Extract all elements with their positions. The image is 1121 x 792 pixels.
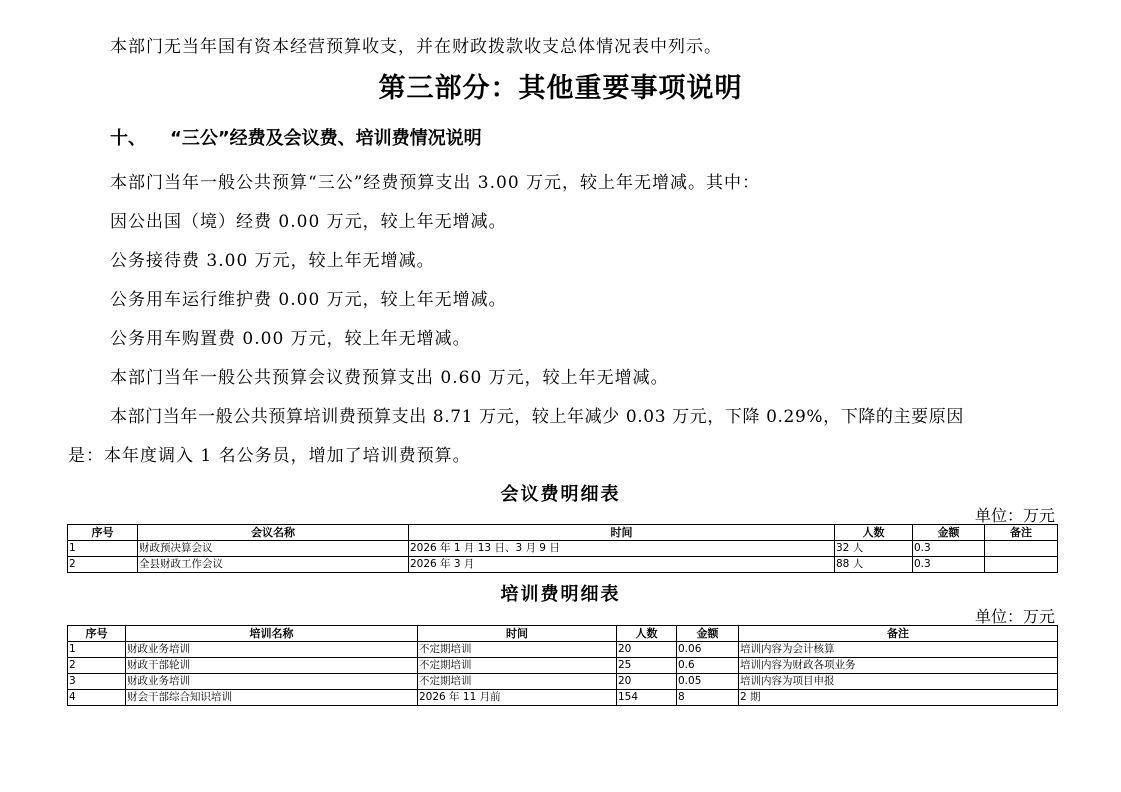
header-cell: 时间 <box>418 626 617 642</box>
table-cell: 财政预决算会议 <box>138 541 409 557</box>
table-cell: 0.3 <box>913 541 985 557</box>
table-cell: 不定期培训 <box>418 674 617 690</box>
header-cell: 备注 <box>985 525 1058 541</box>
table-cell: 32 人 <box>835 541 913 557</box>
table-cell: 20 <box>617 674 677 690</box>
table-row <box>68 658 1058 674</box>
table-cell: 4 <box>68 690 126 706</box>
table-cell <box>985 541 1058 557</box>
header-cell: 人数 <box>617 626 677 642</box>
header-cell: 序号 <box>68 626 126 642</box>
table-cell: 8 <box>677 690 739 706</box>
table-cell: 0.3 <box>913 557 985 573</box>
table-row <box>68 674 1058 690</box>
table-row <box>68 642 1058 658</box>
table-cell: 财政业务培训 <box>126 674 418 690</box>
header-cell: 序号 <box>68 525 138 541</box>
table-cell: 0.6 <box>677 658 739 674</box>
header-cell: 培训名称 <box>126 626 418 642</box>
table-header-row <box>68 626 1058 642</box>
table-row <box>68 690 1058 706</box>
table-cell: 全县财政工作会议 <box>138 557 409 573</box>
table-cell: 2026 年 3 月 <box>409 557 835 573</box>
table-cell: 不定期培训 <box>418 642 617 658</box>
paragraph: 本部门当年一般公共预算“三公”经费预算支出 3.00 万元，较上年无增减。其中： <box>110 173 761 193</box>
header-cell: 金额 <box>913 525 985 541</box>
table-cell <box>985 557 1058 573</box>
training-table <box>67 625 1058 706</box>
table-cell: 88 人 <box>835 557 913 573</box>
table-cell: 财会干部综合知识培训 <box>126 690 418 706</box>
paragraph: 因公出国（境）经费 0.00 万元，较上年无增减。 <box>110 212 507 232</box>
table-cell: 2026 年 1 月 13 日、3 月 9 日 <box>409 541 835 557</box>
training-table-unit: 单位：万元 <box>974 607 1055 626</box>
table-cell: 财政业务培训 <box>126 642 418 658</box>
paragraph: 公务用车运行维护费 0.00 万元，较上年无增减。 <box>110 290 507 310</box>
table-cell: 2 <box>68 557 138 573</box>
part-title: 第三部分：其他重要事项说明 <box>378 73 743 104</box>
section-number: 十、 <box>110 128 146 149</box>
table-cell: 20 <box>617 642 677 658</box>
table-cell: 2 <box>68 658 126 674</box>
table-cell: 154 <box>617 690 677 706</box>
meeting-table-unit: 单位：万元 <box>974 506 1055 525</box>
header-cell: 人数 <box>835 525 913 541</box>
table-cell: 2 期 <box>739 690 1058 706</box>
table-cell: 25 <box>617 658 677 674</box>
meeting-table <box>67 524 1058 573</box>
paragraph: 本部门当年一般公共预算会议费预算支出 0.60 万元，较上年无增减。 <box>110 368 669 388</box>
table-cell: 0.06 <box>677 642 739 658</box>
meeting-table-title: 会议费明细表 <box>500 484 621 505</box>
section-heading <box>110 124 482 150</box>
header-cell: 金额 <box>677 626 739 642</box>
table-cell: 1 <box>68 541 138 557</box>
paragraph: 公务用车购置费 0.00 万元，较上年无增减。 <box>110 329 471 349</box>
section-title: “三公”经费及会议费、培训费情况说明 <box>170 128 482 149</box>
header-cell: 备注 <box>739 626 1058 642</box>
table-header-row <box>68 525 1058 541</box>
header-cell: 会议名称 <box>138 525 409 541</box>
table-cell: 2026 年 11 月前 <box>418 690 617 706</box>
paragraph: 公务接待费 3.00 万元，较上年无增减。 <box>110 251 435 271</box>
table-cell: 财政干部轮训 <box>126 658 418 674</box>
table-cell: 培训内容为会计核算 <box>739 642 1058 658</box>
training-table-title: 培训费明细表 <box>500 584 621 605</box>
paragraph: 是：本年度调入 1 名公务员，增加了培训费预算。 <box>68 446 471 466</box>
table-cell: 1 <box>68 642 126 658</box>
intro-text: 本部门无当年国有资本经营预算收支，并在财政拨款收支总体情况表中列示。 <box>110 37 722 57</box>
table-cell: 不定期培训 <box>418 658 617 674</box>
table-cell: 培训内容为项目申报 <box>739 674 1058 690</box>
table-row <box>68 557 1058 573</box>
table-cell: 3 <box>68 674 126 690</box>
table-cell: 培训内容为财政各项业务 <box>739 658 1058 674</box>
table-cell: 0.05 <box>677 674 739 690</box>
table-row <box>68 541 1058 557</box>
paragraph: 本部门当年一般公共预算培训费预算支出 8.71 万元，较上年减少 0.03 万元，下降 0.29%，下降的主要原因 <box>110 407 964 427</box>
header-cell: 时间 <box>409 525 835 541</box>
